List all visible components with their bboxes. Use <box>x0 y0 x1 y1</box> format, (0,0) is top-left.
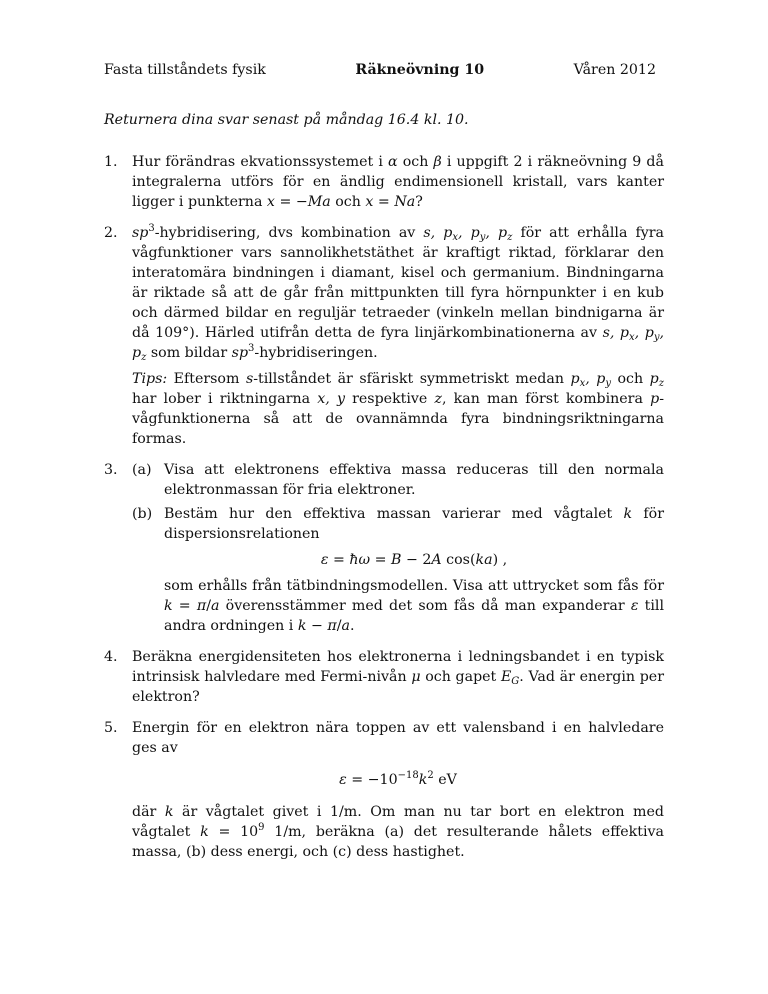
dispersion-equation: ε = ħω = B − 2A cos(ka) , <box>320 552 508 568</box>
problem-4 <box>104 647 664 707</box>
problem-5: 5. Energin för en elektron nära toppen av ett valensband i en halvledare ges av $\varepsilon = -10^{-18}k^2$ eV där k är vågtalet givet i 1/m. Om man nu tar bort en elektron med vågtalet $k = 10^9$ 1/m, beräkna (a) det resulterande hålets effektiva massa, (b) dess energi, och (c) dess hastighet. <box>104 720 664 860</box>
problem-number: 3. <box>104 462 118 478</box>
problem-text: Hur förändras ekvationssystemet i α och β i uppgift 2 i räkneövning 9 då integralerna utförs för en ändlig endimensionell kristall, vars kanter ligger i punkterna x = −Ma och x = Na? <box>132 154 664 210</box>
problem-number: 5. <box>104 720 118 736</box>
problem-3 <box>104 460 664 636</box>
problem-number: 2. <box>104 225 118 241</box>
problem-text: Beräkna energidensiteten hos elektronerna i ledningsbandet i en typisk intrinsisk halvledare med Fermi-nivån μ och gapet $E_G$. Vad är energin per elektron? <box>132 649 664 705</box>
subproblem-a: (a) Visa att elektronens effektiva massa reduceras till den normala elektronmassan för fria elektroner. <box>132 462 664 498</box>
deadline-note: Returnera dina svar senast på måndag 16.4 kl. 10. <box>104 112 469 128</box>
course-name: Fasta tillståndets fysik <box>104 62 266 78</box>
problem-2 <box>104 223 664 449</box>
tips-text: Tips: Eftersom s-tillståndet är sfäriskt symmetriskt medan $p_x$, $p_y$ och $p_z$ har lober i riktningarna x, y respektive z, kan man först kombinera p-vågfunktionerna så att de ovannämnda fyra bindningsriktningarna formas. <box>132 371 664 447</box>
problem-number: 4. <box>104 649 118 665</box>
problem-number: 1. <box>104 154 118 170</box>
problem-1 <box>104 152 664 212</box>
problem-list <box>104 152 664 873</box>
problem-text: $sp^3$-hybridisering, dvs kombination av s, $p_x$, $p_y$, $p_z$ för att erhålla fyra vågfunktioner vars sannolikhetstäthet är kraftigt riktad, förklarar den interatomära bindningen i diamant, kisel och germanium. Bindningarna är riktade så att de går från mittpunkten till fyra hörnpunkter i en kub och därmed bildar en reguljär tetraeder (vinkeln mellan bindnigarna är då 109°). Härled utifrån detta de fyra linjärkombinationerna av s, $p_x$, $p_y$, $p_z$ som bildar $sp^3$-hybridiseringen. <box>132 223 665 363</box>
problem-text: Energin för en elektron nära toppen av ett valensband i en halvledare ges av <box>132 720 664 756</box>
exercise-title: Räkneövning 10 <box>355 62 485 78</box>
subproblem-b: (b) Bestäm hur den effektiva massan varierar med vågtalet k för dispersionsrelationen ε = ħω = B − 2A cos(ka) , som erhålls från tätbindningsmodellen. Visa att uttrycket som fås för k = π/a överensstämmer med det som fås då man expanderar ε till andra ordningen i k − π/a. <box>132 506 664 634</box>
valence-band-equation: $\varepsilon = -10^{-18}k^2$ eV <box>339 770 457 788</box>
semester: Våren 2012 <box>573 62 656 78</box>
page-header <box>104 60 656 80</box>
